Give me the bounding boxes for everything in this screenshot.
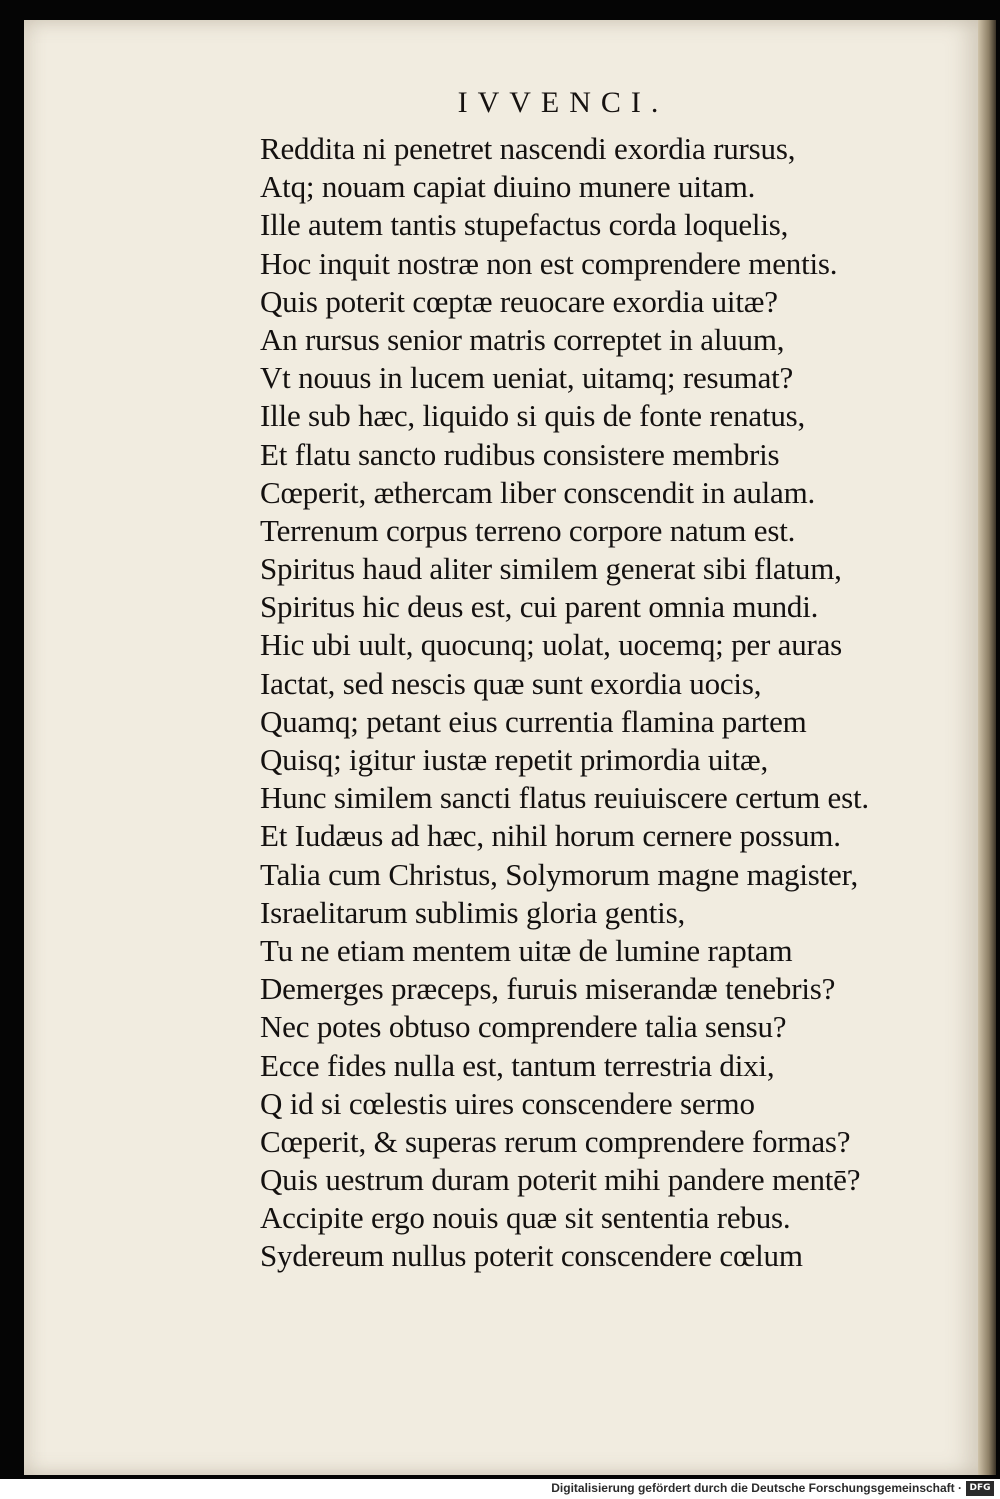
verse-line: Terrenum corpus terreno corpore natum est. [260, 512, 796, 548]
verse-line: Tu ne etiam mentem uitæ de lumine raptam [260, 932, 793, 968]
verse-line: Atq; nouam capiat diuino munere uitam. [260, 169, 756, 205]
verse-line: Spiritus haud aliter similem generat sibi flatum, [260, 551, 842, 587]
verse-line: Vt nouus in lucem ueniat, uitamq; resumat? [260, 360, 794, 396]
verse-line: Quamq; petant eius currentia flamina partem [260, 703, 807, 739]
book-page [24, 20, 982, 1475]
verse-line: Quis uestrum duram poterit mihi pandere mentē? [260, 1162, 861, 1198]
verse-line: Israelitarum sublimis gloria gentis, [260, 894, 685, 930]
verse-line: Spiritus hic deus est, cui parent omnia mundi. [260, 589, 819, 625]
verse-line: Talia cum Christus, Solymorum magne magister, [260, 856, 859, 892]
running-header: IVVENCI. [457, 86, 669, 119]
verse-line: Hoc inquit nostræ non est comprendere mentis. [260, 245, 838, 281]
page-edge [978, 20, 996, 1475]
verse-line: Ille sub hæc, liquido si quis de fonte renatus, [260, 398, 806, 434]
verse-line: Nec potes obtuso comprendere talia sensu? [260, 1009, 787, 1045]
verse-line: Reddita ni penetret nascendi exordia rursus, [260, 131, 796, 166]
verse-line: Ecce fides nulla est, tantum terrestria dixi, [260, 1047, 775, 1083]
verse-line: Ille autem tantis stupefactus corda loquelis, [260, 207, 789, 243]
footer-bar [0, 1479, 1000, 1499]
verse-line: Hunc similem sancti flatus reuiuiscere certum est. [260, 780, 869, 816]
verse-line: Hic ubi uult, quocunq; uolat, uocemq; per auras [260, 627, 843, 663]
verse-line: Cœperit, & superas rerum comprendere formas? [260, 1123, 851, 1159]
verse-line: Demerges præceps, furuis miserandæ tenebris? [260, 971, 836, 1007]
verse-line: Iactat, sed nescis quæ sunt exordia uocis, [260, 665, 762, 701]
verse-line: Quis poterit cœptæ reuocare exordia uitæ? [260, 283, 778, 319]
verse-line: Sydereum nullus poterit conscendere cœlum [260, 1238, 803, 1274]
dfg-logo-icon: DFG [966, 1481, 994, 1496]
verse-line: Q id si cœlestis uires conscendere sermo [260, 1085, 755, 1121]
verse-line: Quisq; igitur iustæ repetit primordia uitæ, [260, 742, 769, 777]
verse-line: Accipite ergo nouis quæ sit sententia rebus. [260, 1200, 791, 1236]
verse-line: Et flatu sancto rudibus consistere membris [260, 436, 780, 472]
verse-list [260, 130, 869, 1276]
verse-line: An rursus senior matris correptet in aluum, [260, 321, 785, 357]
verse-line: Cœperit, æthercam liber conscendit in aulam. [260, 474, 816, 510]
verse-line: Et Iudæus ad hæc, nihil horum cernere possum. [260, 818, 841, 854]
funding-credit: Digitalisierung gefördert durch die Deutsche Forschungsgemeinschaft · [551, 1481, 962, 1495]
